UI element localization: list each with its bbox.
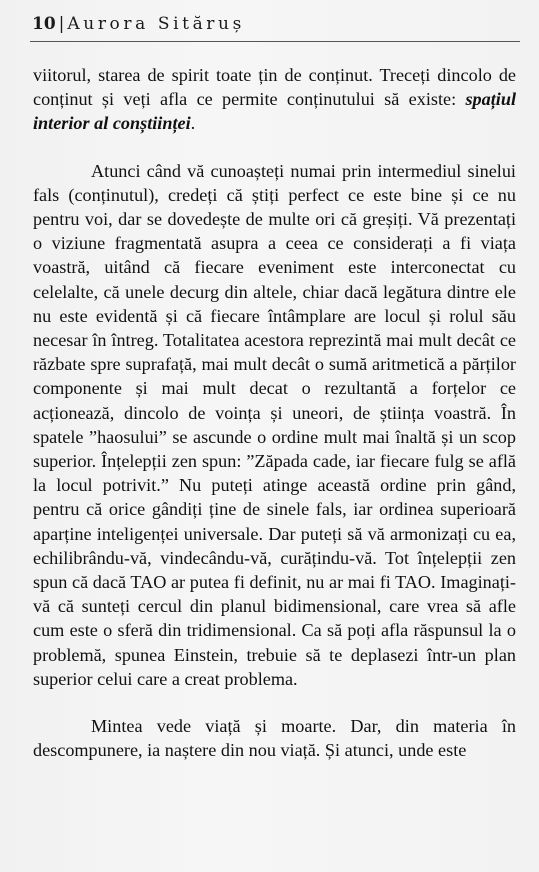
paragraph-1-emphasis: spațiul interior al conștiinței [33,89,516,134]
header-separator: | [58,14,65,34]
page-number: 10 [32,14,56,34]
body-text [33,63,516,762]
header-rule [30,41,520,42]
running-header [32,14,245,34]
paragraph-2: Atunci când vă cunoașteți numai prin intermediul sinelui fals (conținutul), credeți că știți perfect ce este bine și ce nu pentru voi, dar se dovedește de multe ori că greșiți. Vă prezentați o viziune fragmentată asupra a ceea ce considerați a fi viața voastră, uitând că fiecare eveniment este interconectat cu celelalte, că unele decurg din altele, chiar dacă legătura dintre ele nu este evidentă și că fiecare întâmplare are locul și rolul său necesar în întreg. Totalitatea acestora reprezintă mai mult decât ce răzbate spre suprafață, mai mult decât o sumă aritmetică a părților componente și mai mult decat o rezultantă a forțelor ce acționează, dincolo de voința și uneori, de știința voastră. În spatele ”haosului” se ascunde o ordine mult mai înaltă și un scop superior. Înțelepții zen spun: ”Zăpada cade, iar fiecare fulg se află la locul potrivit.” Nu puteți atinge această ordine prin gând, pentru că orice gândiți ține de sinele fals, iar ordinea superioară aparține inteligenței universale. Dar puteți să vă armonizați cu ea, echilibrându-vă, vindecându-vă, curățindu-vă. Tot înțelepții zen spun că dacă TAO ar putea fi definit, nu ar mai fi TAO. Imaginați-vă că sunteți cercul din planul bidimensional, care vrea să afle cum este o sferă din tridimensional. Ca să poți afla răspunsul la o problemă, spunea Einstein, trebuie să te deplasezi într-un plan superior celui care a creat problema. [33,160,516,689]
paragraph-gap [33,691,516,714]
paragraph-1-text: viitorul, starea de spirit toate țin de conținut. Treceți dincolo de conținut și veți afla ce permite conținutului să existe: [33,65,516,110]
paragraph-gap [33,136,516,159]
paragraph-1-end: . [190,113,196,134]
paragraph-1 [33,63,516,136]
paragraph-3: Mintea vede viață și moarte. Dar, din materia în descompunere, ia naștere din nou viață. Și atunci, unde este [33,716,516,761]
author-name: Aurora Sităruș [67,14,245,34]
